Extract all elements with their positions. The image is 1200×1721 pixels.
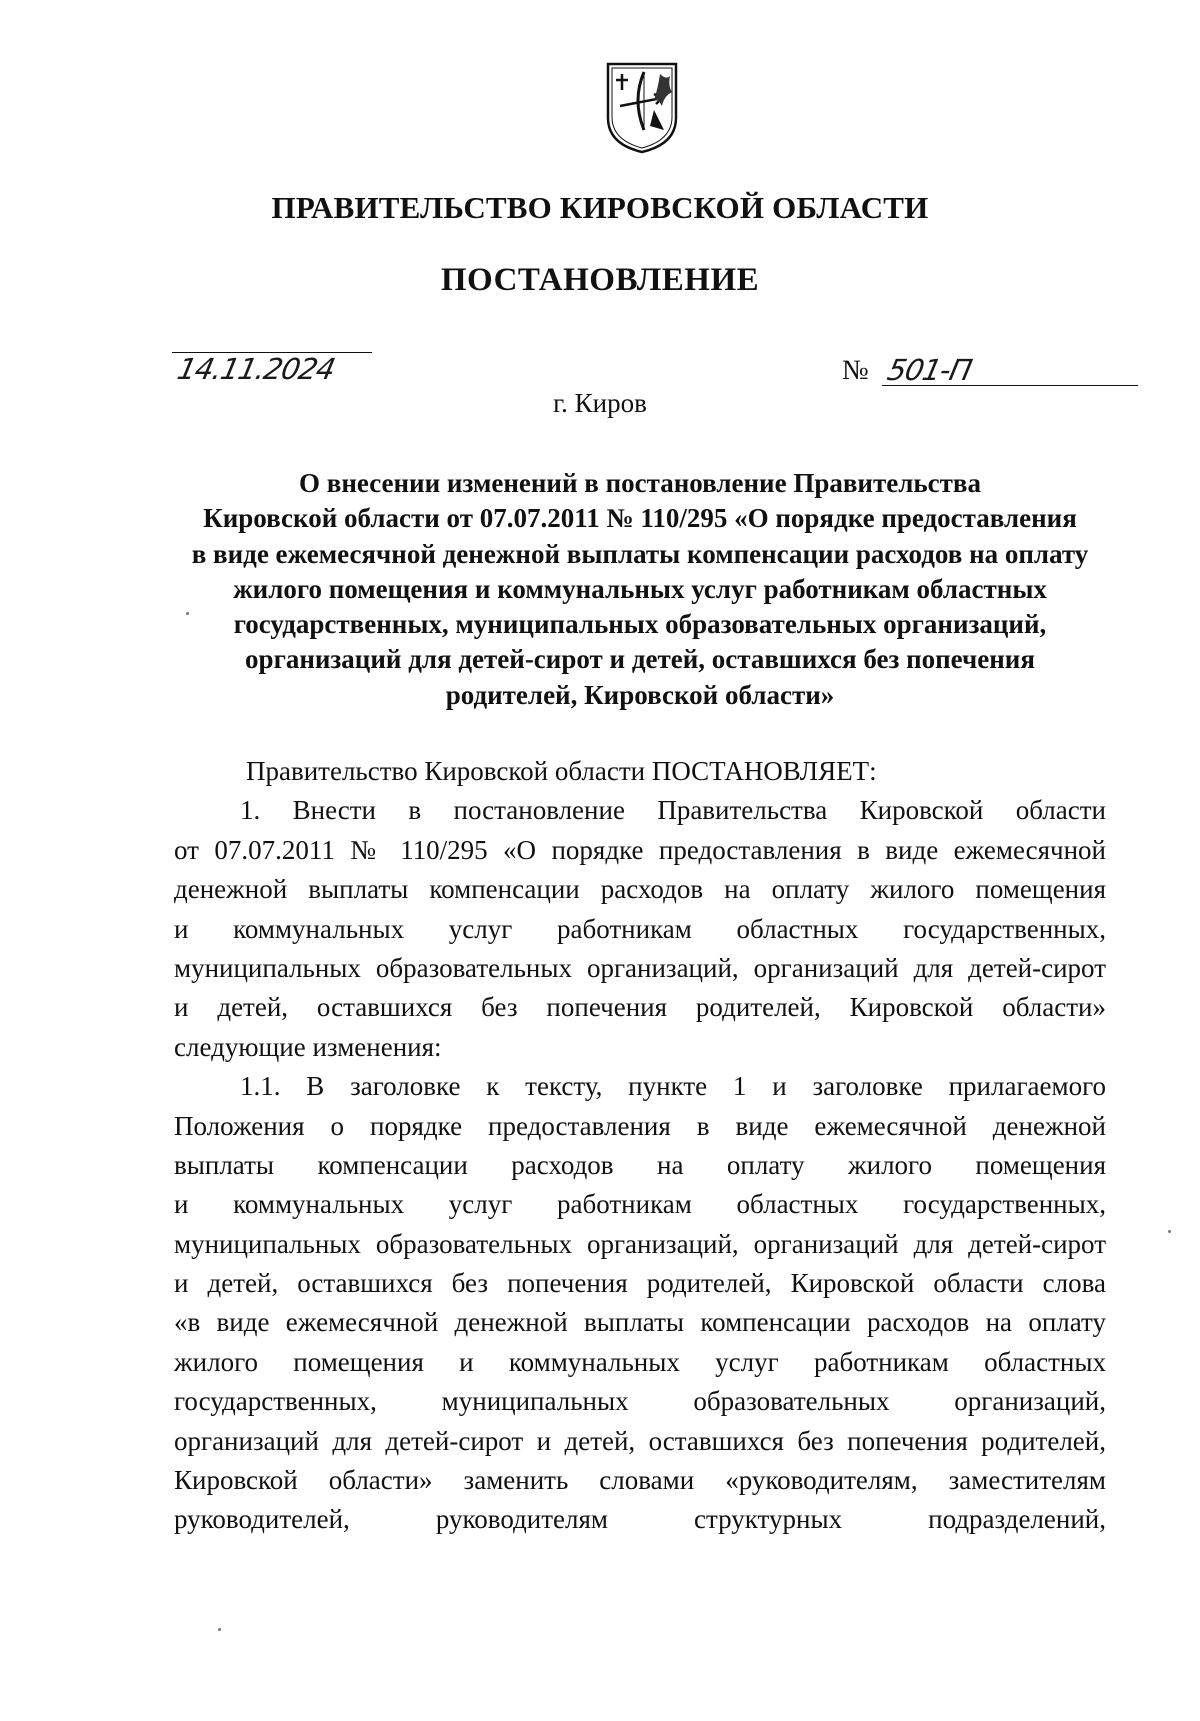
- body-line: 1.1. В заголовке к тексту, пункте 1 и заголовке прилагаемого: [240, 1071, 1106, 1102]
- body-line: Положения о порядке предоставления в виде ежемесячной денежной: [174, 1110, 1106, 1141]
- document-body: [174, 752, 1106, 1540]
- subject-line: родителей, Кировской области»: [445, 679, 835, 710]
- body-line: муниципальных образовательных организаций, организаций для детей-сирот: [174, 1228, 1106, 1259]
- body-line: муниципальных образовательных организаций, организаций для детей-сирот: [174, 952, 1106, 983]
- number-underline: [882, 385, 1138, 386]
- body-line: 1. Внести в постановление Правительства Кировской области: [240, 795, 1106, 826]
- body-line: и коммунальных услуг работникам областных государственных,: [174, 1189, 1106, 1220]
- subject-line: Кировской области от 07.07.2011 № 110/295 «О порядке предоставления: [203, 503, 1077, 534]
- body-line: и детей, оставшихся без попечения родителей, Кировской области слова: [174, 1268, 1106, 1299]
- handwritten-document-number: 501-П: [884, 353, 975, 387]
- body-line: «в виде ежемесячной денежной выплаты компенсации расходов на оплату: [174, 1307, 1106, 1338]
- body-line: денежной выплаты компенсации расходов на оплату жилого помещения: [174, 874, 1106, 905]
- body-line: Кировской области» заменить словами «руководителям, заместителям: [174, 1465, 1106, 1496]
- organization-title: ПРАВИТЕЛЬСТВО КИРОВСКОЙ ОБЛАСТИ: [271, 190, 929, 225]
- document-type-heading: ПОСТАНОВЛЕНИЕ: [440, 262, 760, 298]
- body-line: организаций для детей-сирот и детей, оставшихся без попечения родителей,: [174, 1425, 1106, 1456]
- subject-line: в виде ежемесячной денежной выплаты компенсации расходов на оплату: [191, 538, 1089, 569]
- body-line: государственных, муниципальных образовательных организаций,: [174, 1386, 1106, 1417]
- body-line: и детей, оставшихся без попечения родителей, Кировской области»: [174, 992, 1106, 1023]
- number-sign: №: [842, 355, 869, 386]
- scan-speck: [218, 1628, 221, 1631]
- body-line: от 07.07.2011 № 110/295 «О порядке предоставления в виде ежемесячной: [174, 834, 1106, 865]
- body-line: следующие изменения:: [174, 1031, 442, 1062]
- coat-of-arms-emblem: [604, 60, 680, 156]
- subject-line: государственных, муниципальных образовательных организаций,: [233, 609, 1047, 640]
- body-line: выплаты компенсации расходов на оплату жилого помещения: [174, 1149, 1106, 1180]
- scan-speck: [1168, 1230, 1171, 1233]
- body-line: Правительство Кировской области ПОСТАНОВЛЯЕТ:: [246, 756, 877, 786]
- subject-line: О внесении изменений в постановление Правительства: [299, 468, 981, 498]
- city: г. Киров: [553, 388, 647, 418]
- body-line: руководителей, руководителям структурных подразделений,: [174, 1504, 1106, 1535]
- handwritten-date: 14.11.2024: [174, 352, 338, 386]
- document-subject: [160, 466, 1120, 713]
- body-line: и коммунальных услуг работникам областных государственных,: [174, 913, 1106, 944]
- subject-line: жилого помещения и коммунальных услуг работникам областных: [233, 573, 1047, 604]
- body-line: жилого помещения и коммунальных услуг работникам областных: [174, 1346, 1106, 1377]
- scan-speck: [186, 612, 189, 615]
- subject-line: организаций для детей-сирот и детей, оставшихся без попечения: [245, 644, 1035, 675]
